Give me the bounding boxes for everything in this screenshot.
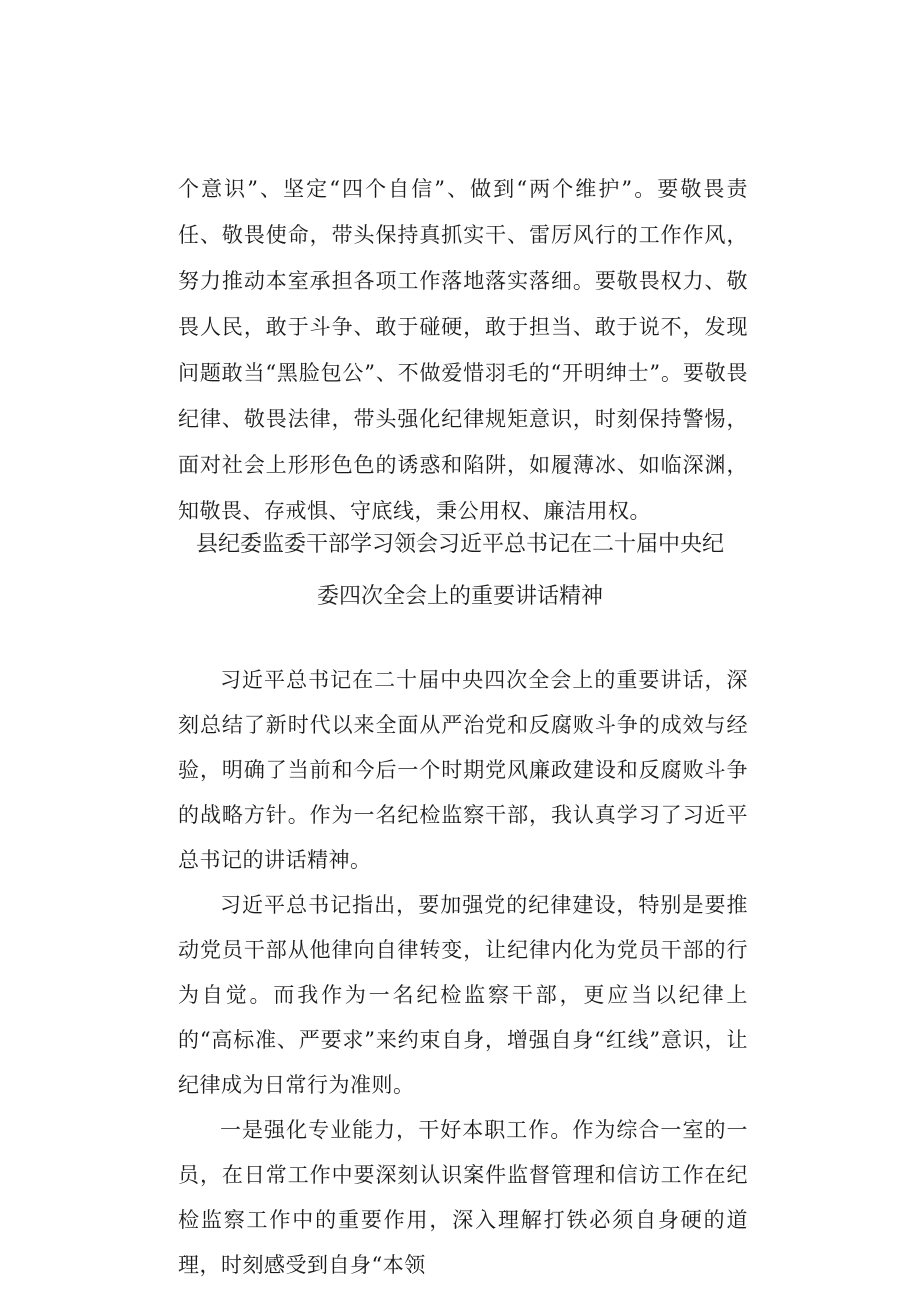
- body-paragraph: 一是强化专业能力，干好本职工作。作为综合一室的一员，在日常工作中要深刻认识案件监督管理和信访工作在纪检监察工作中的重要作用，深入理解打铁必须自身硬的道理，时刻感受到自身“本领: [178, 1118, 748, 1277]
- body-paragraph: 习近平总书记指出，要加强党的纪律建设，特别是要推动党员干部从他律向自律转变，让纪律内化为党员干部的行为自觉。而我作为一名纪检监察干部，更应当以纪律上的“高标准、严要求”来约束自身，增强自身“红线”意识，让纪律成为日常行为准则。: [178, 893, 748, 1097]
- article-title: [150, 519, 770, 623]
- body-paragraph: 习近平总书记在二十届中央四次全会上的重要讲话，深刻总结了新时代以来全面从严治党和反腐败斗争的成效与经验，明确了当前和今后一个时期党风廉政建设和反腐败斗争的战略方针。作为一名纪检监察干部，我认真学习了习近平总书记的讲话精神。: [178, 668, 748, 872]
- article-title-line-1: 县纪委监委干部学习领会习近平总书记在二十届中央纪: [195, 532, 724, 557]
- article-body: [178, 658, 748, 1288]
- continuation-paragraph: 个意识”、坚定“四个自信”、做到“两个维护”。要敬畏责任、敬畏使命，带头保持真抓实干、雷厉风行的工作作风，努力推动本室承担各项工作落地落实落细。要敬畏权力、敬畏人民，敢于斗争、敢于碰硬，敢于担当、敢于说不，发现问题敢当“黑脸包公”、不做爱惜羽毛的“开明绅士”。要敬畏纪律、敬畏法律，带头强化纪律规矩意识，时刻保持警惕，面对社会上形形色色的诱惑和陷阱，如履薄冰、如临深渊，知敬畏、存戒惧、守底线，秉公用权、廉洁用权。: [178, 177, 748, 523]
- article-title-line-2: 委四次全会上的重要讲话精神: [316, 584, 603, 609]
